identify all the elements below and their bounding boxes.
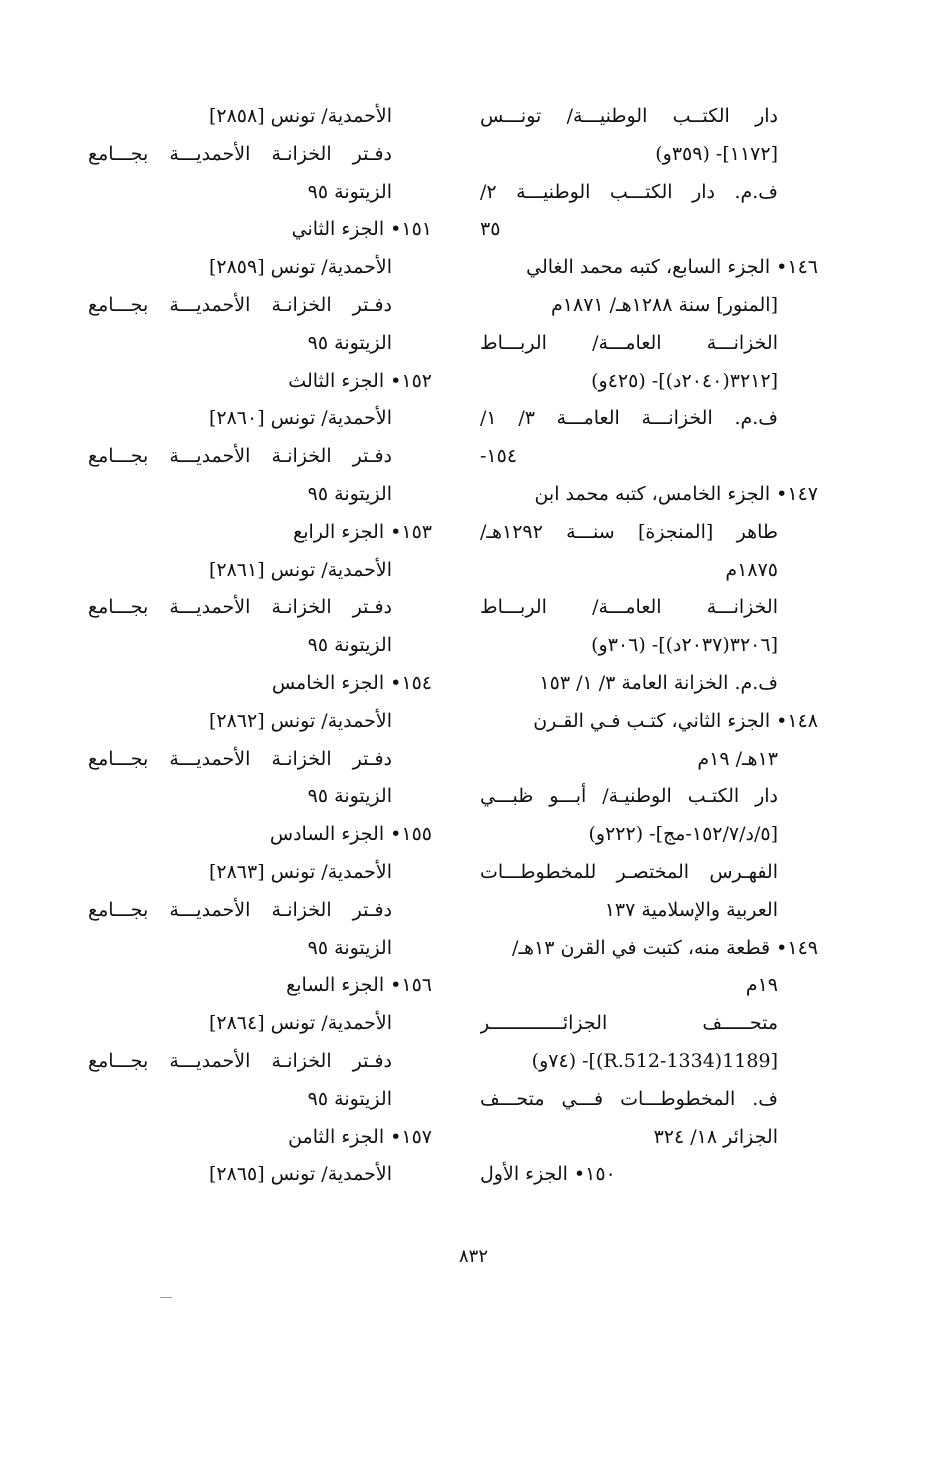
left-column-line: دفـتر الخزانـة الأحمديـــة بجـــامع [88, 142, 392, 165]
right-column-line: ف.م. الخزانـــة العامـــة ٣/ ١/ [480, 407, 778, 430]
left-column-line: الأحمدية/ تونس [٢٨٦٠] [208, 407, 392, 430]
right-column-line: الجزائر ١٨/ ٣٢٤ [653, 1125, 778, 1148]
right-column-line: ١٤٦• الجزء السابع، كتبه محمد الغالي [526, 256, 818, 279]
left-column-line: ١٥٥• الجزء السادس [269, 823, 432, 846]
left-column-line: الزيتونة ٩٥ [307, 482, 392, 505]
left-column-line: ١٥٣• الجزء الرابع [293, 520, 432, 543]
right-column-line: ١٤٩• قطعة منه، كتبت في القرن ١٣هـ/ [512, 936, 818, 959]
left-column-line: دفـتر الخزانـة الأحمديـــة بجـــامع [88, 1049, 392, 1072]
left-column-line: ١٥٤• الجزء الخامس [271, 671, 432, 694]
left-column-line: الأحمدية/ تونس [٢٨٦١] [208, 558, 392, 581]
left-column-line: دفـتر الخزانـة الأحمديـــة بجـــامع [88, 445, 392, 468]
right-column-line: [١١٧٢]- (٣٥٩و) [655, 142, 778, 165]
right-column-line: ف.م. الخزانة العامة ٣/ ١/ ١٥٣ [539, 671, 778, 694]
left-column-line: الأحمدية/ تونس [٢٨٥٩] [208, 256, 392, 279]
right-column-line: ١٣هـ/ ١٩م [697, 747, 778, 770]
left-column-line: الزيتونة ٩٥ [307, 785, 392, 808]
right-column-line: ف. المخطوطـــات فـــي متحـــف [480, 1087, 778, 1110]
left-column-line: الزيتونة ٩٥ [307, 1087, 392, 1110]
left-column-line: ١٥١• الجزء الثاني [291, 218, 432, 241]
left-column-line: الزيتونة ٩٥ [307, 331, 392, 354]
right-column-line: [٥/د/١٥٢/٧-مج]- (٢٢٢و) [588, 823, 778, 846]
right-column-line: ١٤٨• الجزء الثاني، كتـب فـي القـرن [533, 709, 818, 732]
right-column-line: ١٥٤- [480, 445, 518, 468]
left-column-line: دفـتر الخزانـة الأحمديـــة بجـــامع [88, 596, 392, 619]
right-column-line: الخزانـــة العامـــة/ الربـــاط [480, 596, 778, 619]
left-column-line: الأحمدية/ تونس [٢٨٦٢] [208, 709, 392, 732]
right-column-line: ف.م. دار الكتـــب الوطنيـــة ٢/ [480, 180, 778, 203]
right-column-line: ١٩م [745, 974, 778, 997]
right-column-line: ١٨٧٥م [725, 558, 778, 581]
right-column-line: ١٥٠• الجزء الأول [480, 1163, 616, 1186]
right-column-line: الفهـرس المختصـر للمخطوطـــات [480, 860, 778, 883]
right-column-line: [1189(1334-R.512)]- (٧٤و) [531, 1049, 778, 1072]
page-number: ٨٣٢ [458, 1246, 488, 1267]
right-column-line: العربية والإسلامية ١٣٧ [604, 898, 778, 921]
left-column-line: ١٥٢• الجزء الثالث [288, 369, 432, 392]
left-column-line: الزيتونة ٩٥ [307, 634, 392, 657]
right-column-line: طاهر [المنجزة] سنـــة ١٢٩٢هـ/ [480, 520, 778, 543]
left-column-line: الزيتونة ٩٥ [307, 936, 392, 959]
right-column-line: ١٤٧• الجزء الخامس، كتبه محمد ابن [534, 482, 818, 505]
right-column-line: [المنور] سنة ١٢٨٨هـ/ ١٨٧١م [551, 293, 778, 316]
right-column [480, 98, 818, 1194]
right-column-line: [٣٢٠٦(٢٠٣٧د)]- (٣٠٦و) [591, 634, 778, 657]
left-column-line: الأحمدية/ تونس [٢٨٥٨] [208, 105, 392, 127]
right-column-line: الخزانـــة العامـــة/ الربـــاط [480, 331, 778, 354]
right-column-line: متحـــــف الجزائـــــــــــــر [480, 1012, 778, 1035]
left-column-line: الأحمدية/ تونس [٢٨٦٤] [208, 1012, 392, 1035]
left-column [88, 98, 432, 1194]
left-column-line: ١٥٦• الجزء السابع [286, 974, 432, 997]
right-column-line: دار الكتــب الوطنيـــة/ تونـــس [480, 105, 778, 127]
right-column-line: دار الكتـب الوطنيـة/ أبـــو ظبـــي [480, 785, 778, 808]
left-column-line: دفـتر الخزانـة الأحمديـــة بجـــامع [88, 898, 392, 921]
left-column-line: الأحمدية/ تونس [٢٨٦٥] [208, 1163, 392, 1186]
left-column-line: الزيتونة ٩٥ [307, 180, 392, 203]
left-column-line: الأحمدية/ تونس [٢٨٦٣] [208, 860, 392, 883]
right-column-line: ٣٥ [480, 218, 501, 241]
right-column-line: [٣٢١٢(٢٠٤٠د)]- (٤٢٥و) [591, 369, 778, 392]
left-column-line: ١٥٧• الجزء الثامن [288, 1125, 432, 1148]
left-column-line: دفـتر الخزانـة الأحمديـــة بجـــامع [88, 293, 392, 316]
left-column-line: دفـتر الخزانـة الأحمديـــة بجـــامع [88, 747, 392, 770]
scan-mark [160, 1297, 172, 1298]
